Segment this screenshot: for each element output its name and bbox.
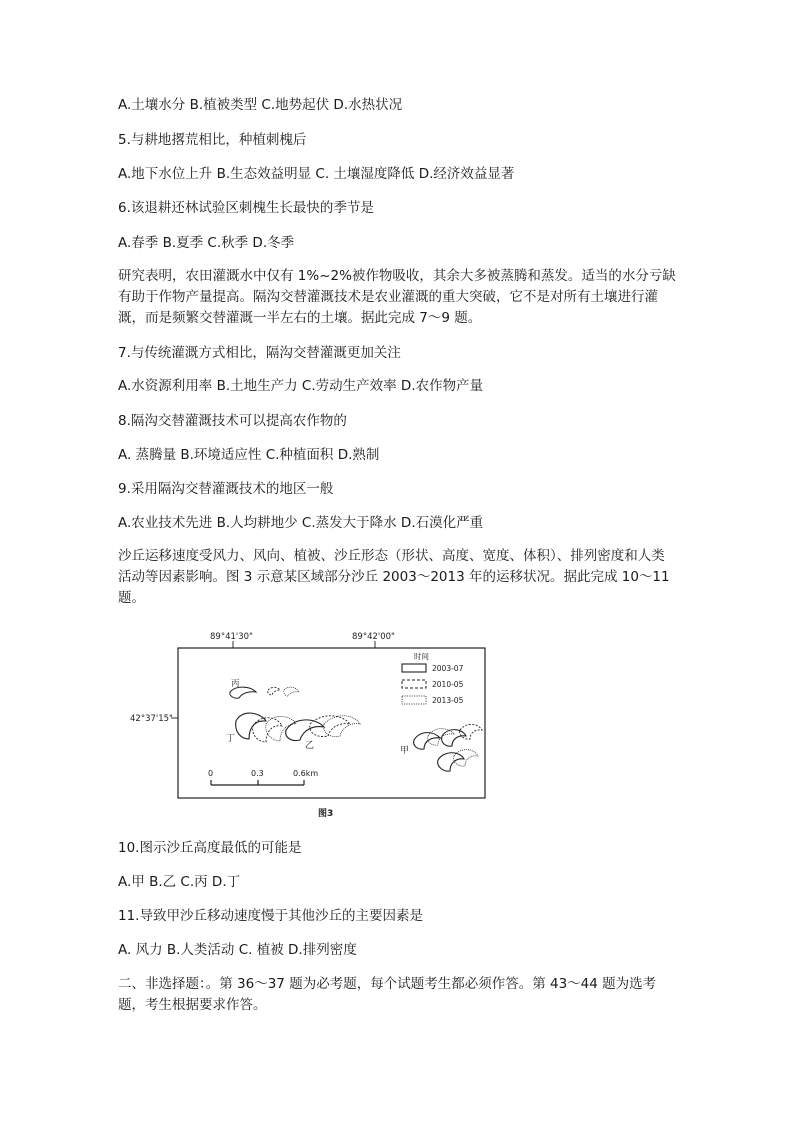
q5-options: A.地下水位上升 B.生态效益明显 C. 土壤湿度降低 D.经济效益显著 xyxy=(118,166,515,182)
question-8: 8.隔沟交替灌溉技术可以提高农作物的 xyxy=(118,413,347,429)
legend-2010: 2010-05 xyxy=(432,680,464,689)
scale-label-06: 0.6km xyxy=(293,769,319,778)
q7-options: A.水资源利用率 B.土地生产力 C.劳动生产效率 D.农作物产量 xyxy=(118,378,484,394)
section-2-instructions: 二、非选择题：。第 36～37 题为必考题，每个试题考生都必须作答。第 43～44 题为选考题，考生根据要求作答。 xyxy=(118,976,657,1013)
dune-yi-2003 xyxy=(286,720,324,741)
scale-label-0: 0 xyxy=(208,769,214,778)
question-10: 10.图示沙丘高度最低的可能是 xyxy=(118,840,302,856)
dune-jia-d-2003 xyxy=(438,753,464,771)
dune-bing-2013 xyxy=(284,687,299,696)
question-11: 11.导致甲沙丘移动速度慢于其他沙丘的主要因素是 xyxy=(118,908,423,924)
q4-options: A.土壤水分 B.植被类型 C.地势起伏 D.水热状况 xyxy=(118,97,403,113)
intro-paragraph-10-11: 沙丘运移速度受风力、风向、植被、沙丘形态（形状、高度、宽度、体积）、排列密度和人类活动等因素影响。图 3 示意某区域部分沙丘 2003～2013 年的运移状况。据此完成 10～11 题。 xyxy=(118,548,670,606)
dune-ding-2003 xyxy=(236,713,266,739)
question-6: 6.该退耕还林试验区刺槐生长最快的季节是 xyxy=(118,200,374,216)
dune-jia-a-2013 xyxy=(428,729,454,746)
dune-ding-2013 xyxy=(266,716,296,741)
lon-label-right: 89°42'00" xyxy=(352,632,395,642)
dune-jia-a-2003 xyxy=(414,733,440,750)
dune-bing-2010 xyxy=(268,687,280,695)
legend-swatch-2010 xyxy=(402,680,426,688)
legend-swatch-2013 xyxy=(402,696,426,704)
q9-options: A.农业技术先进 B.人均耕地少 C.蒸发大于降水 D.石漠化严重 xyxy=(118,515,484,531)
dune-label-ding: 丁 xyxy=(226,734,236,744)
figure-caption: 图3 xyxy=(318,809,334,819)
q10-options: A.甲 B.乙 C.丙 D.丁 xyxy=(118,874,241,890)
dune-yi-2010 xyxy=(310,716,350,737)
legend-swatch-2003 xyxy=(402,664,426,672)
dune-jia-b-2003 xyxy=(442,730,466,747)
question-5: 5.与耕地撂荒相比，种植刺槐后 xyxy=(118,132,307,148)
dune-bing-2003 xyxy=(230,687,256,698)
question-9: 9.采用隔沟交替灌溉技术的地区一般 xyxy=(118,481,334,497)
q6-options: A.春季 B.夏季 C.秋季 D.冬季 xyxy=(118,235,295,251)
q8-options: A. 蒸腾量 B.环境适应性 C.种植面积 D.熟制 xyxy=(118,447,380,463)
figure-3 xyxy=(118,626,498,826)
dune-label-bing: 丙 xyxy=(231,679,240,689)
intro-paragraph-7-9: 研究表明，农田灌溉水中仅有 1%~2%被作物吸收，其余大多被蒸腾和蒸发。适当的水分亏缺有助于作物产量提高。隔沟交替灌溉技术是农业灌溉的重大突破，它不是对所有土壤进行灌溉，而是频繁交替灌溉一半左右的土壤。据此完成 7～9 题。 xyxy=(118,268,676,326)
question-7: 7.与传统灌溉方式相比，隔沟交替灌溉更加关注 xyxy=(118,345,401,361)
scale-label-03: 0.3 xyxy=(251,769,264,778)
q11-options: A. 风力 B.人类活动 C. 植被 D.排列密度 xyxy=(118,942,357,958)
lon-label-left: 89°41'30" xyxy=(210,632,253,642)
dune-label-yi: 乙 xyxy=(305,741,315,751)
legend-2013: 2013-05 xyxy=(432,696,464,705)
dune-yi-2013 xyxy=(324,716,360,737)
dune-jia-e-2013 xyxy=(454,750,478,767)
dune-label-jia: 甲 xyxy=(400,746,410,756)
lat-label: 42°37'15" xyxy=(130,714,173,724)
legend-2003: 2003-07 xyxy=(432,664,464,673)
dune-ding-2010 xyxy=(253,718,282,742)
legend-title: 时间 xyxy=(414,652,429,661)
